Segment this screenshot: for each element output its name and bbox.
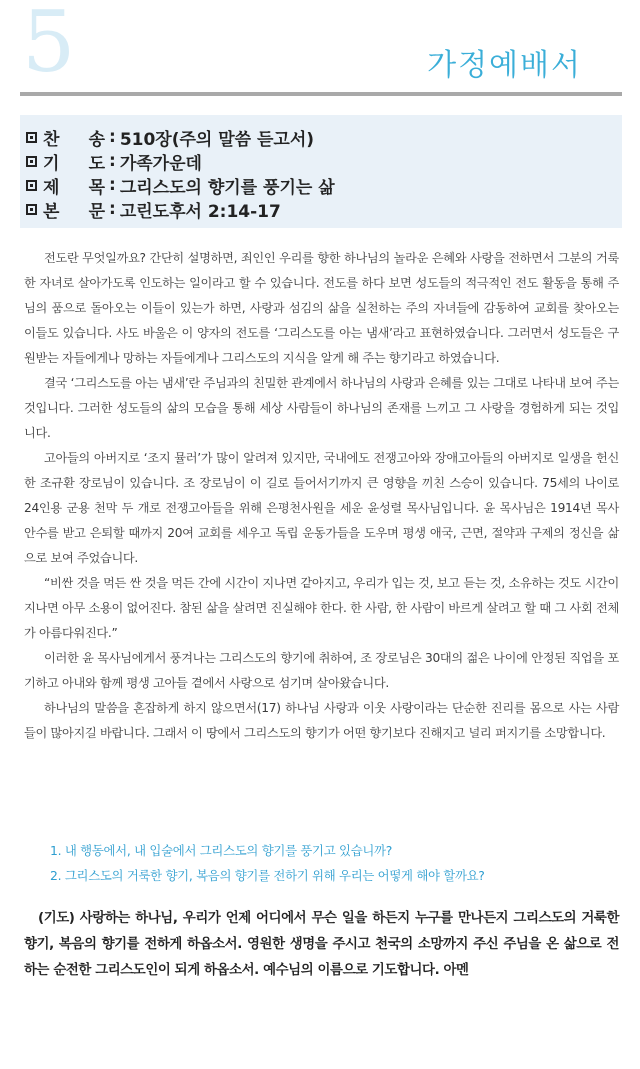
info-label: 제 목: [43, 177, 105, 198]
square-bullet-icon: [26, 132, 37, 143]
prayer-text: (기도) 사랑하는 하나님, 우리가 언제 어디에서 무슨 일을 하든지 누구를 만나든지 그리스도의 거룩한 향기, 복음의 향기를 전하게 하옵소서. 영원한 생명을 주시고 천국의 소망까지 주신 주님을 온 삶으로 전하는 순전한 그리스도인이 되게 하옵소서. 예수님의 이름으로 기도합니다. 아멘: [24, 911, 619, 978]
question-item: 2. 그리스도의 거룩한 향기, 복음의 향기를 전하기 위해 우리는 어떻게 해야 할까요?: [50, 868, 485, 883]
info-label: 본 문: [43, 201, 105, 222]
chapter-number: 5: [22, 0, 76, 91]
question-item: 1. 내 행동에서, 내 입술에서 그리스도의 향기를 풍기고 있습니까?: [50, 843, 392, 858]
info-colon: :: [109, 127, 116, 147]
info-value: 그리스도의 향기를 풍기는 삶: [119, 177, 335, 198]
sermon-body: [24, 246, 619, 746]
paragraph: 하나님의 말씀을 혼잡하게 하지 않으면서(17) 하나님 사랑과 이웃 사랑이라는 단순한 진리를 몸으로 사는 사람들이 많아지길 바랍니다. 그래서 이 땅에서 그리스도의 향기가 어떤 향기보다 진해지고 널리 퍼지기를 소망합니다.: [24, 701, 619, 740]
closing-prayer: [24, 906, 619, 984]
info-row-title: [26, 173, 335, 197]
info-row-scripture: [26, 197, 281, 221]
info-colon: :: [109, 175, 116, 195]
info-label: 찬 송: [43, 129, 105, 150]
info-value: 고린도후서 2:14-17: [119, 201, 281, 222]
info-label: 기 도: [43, 153, 105, 174]
header-divider: [20, 92, 622, 96]
info-colon: :: [109, 199, 116, 219]
service-info-box: [20, 115, 622, 228]
info-row-prayer: [26, 149, 202, 173]
paragraph: 전도란 무엇일까요? 간단히 설명하면, 죄인인 우리를 향한 하나님의 놀라운 은혜와 사랑을 전하면서 그분의 거룩한 자녀로 살아가도록 인도하는 일이라고 할 수 있습니다. 전도를 하다 보면 성도들의 적극적인 전도 활동을 통해 주님의 품으로 돌아오는 이들이 있는가 하면, 사랑과 섬김의 삶을 실천하는 주의 자녀들에 감동하여 교회를 찾아오는 이들도 있습니다. 사도 바울은 이 양자의 전도를 ‘그리스도를 아는 냄새’라고 표현하였습니다. 그러면서 성도들은 구원받는 자들에게나 망하는 자들에게나 그리스도의 지식을 알게 해 주는 향기라고 하였습니다.: [24, 251, 619, 365]
paragraph: 이러한 윤 목사님에게서 풍겨나는 그리스도의 향기에 취하여, 조 장로님은 30대의 젊은 나이에 안정된 직업을 포기하고 아내와 함께 평생 고아들 곁에서 사랑으로 섬기며 살아왔습니다.: [24, 651, 619, 690]
paragraph: “비싼 것을 먹든 싼 것을 먹든 간에 시간이 지나면 같아지고, 우리가 입는 것, 보고 듣는 것, 소유하는 것도 시간이 지나면 아무 소용이 없어진다. 참된 삶을 살려면 진실해야 한다. 한 사람, 한 사람이 바르게 살려고 할 때 그 사회 전체가 아름다워진다.”: [24, 576, 619, 640]
square-bullet-icon: [26, 204, 37, 215]
paragraph: 결국 ‘그리스도를 아는 냄새’란 주님과의 친밀한 관계에서 하나님의 사랑과 은혜를 있는 그대로 나타내 보여 주는 것입니다. 그러한 성도들의 삶의 모습을 통해 세상 사람들이 하나님의 존재를 느끼고 그 사랑을 경험하게 되는 것입니다.: [24, 376, 619, 440]
reflection-questions: [50, 838, 610, 888]
paragraph: 고아들의 아버지로 ‘조지 뮬러’가 많이 알려져 있지만, 국내에도 전쟁고아와 장애고아들의 아버지로 일생을 헌신한 조규환 장로님이 있습니다. 조 장로님이 이 길로 들어서기까지 큰 영향을 끼친 스승이 있습니다. 75세의 나이로 24인용 군용 천막 두 개로 전쟁고아들을 위해 은평천사원을 세운 윤성렬 목사님입니다. 윤 목사님은 1914년 목사 안수를 받고 은퇴할 때까지 20여 교회를 세우고 독립 운동가들을 도우며 평생 애국, 근면, 절약과 구제의 정신을 삶으로 보여 주었습니다.: [24, 451, 619, 565]
square-bullet-icon: [26, 156, 37, 167]
page-title: 가정예배서: [427, 48, 582, 83]
info-colon: :: [109, 151, 116, 171]
info-value: 510장(주의 말씀 듣고서): [119, 129, 315, 150]
info-row-hymn: [26, 125, 314, 149]
info-value: 가족가운데: [119, 153, 202, 174]
page-header: [0, 0, 640, 100]
square-bullet-icon: [26, 180, 37, 191]
